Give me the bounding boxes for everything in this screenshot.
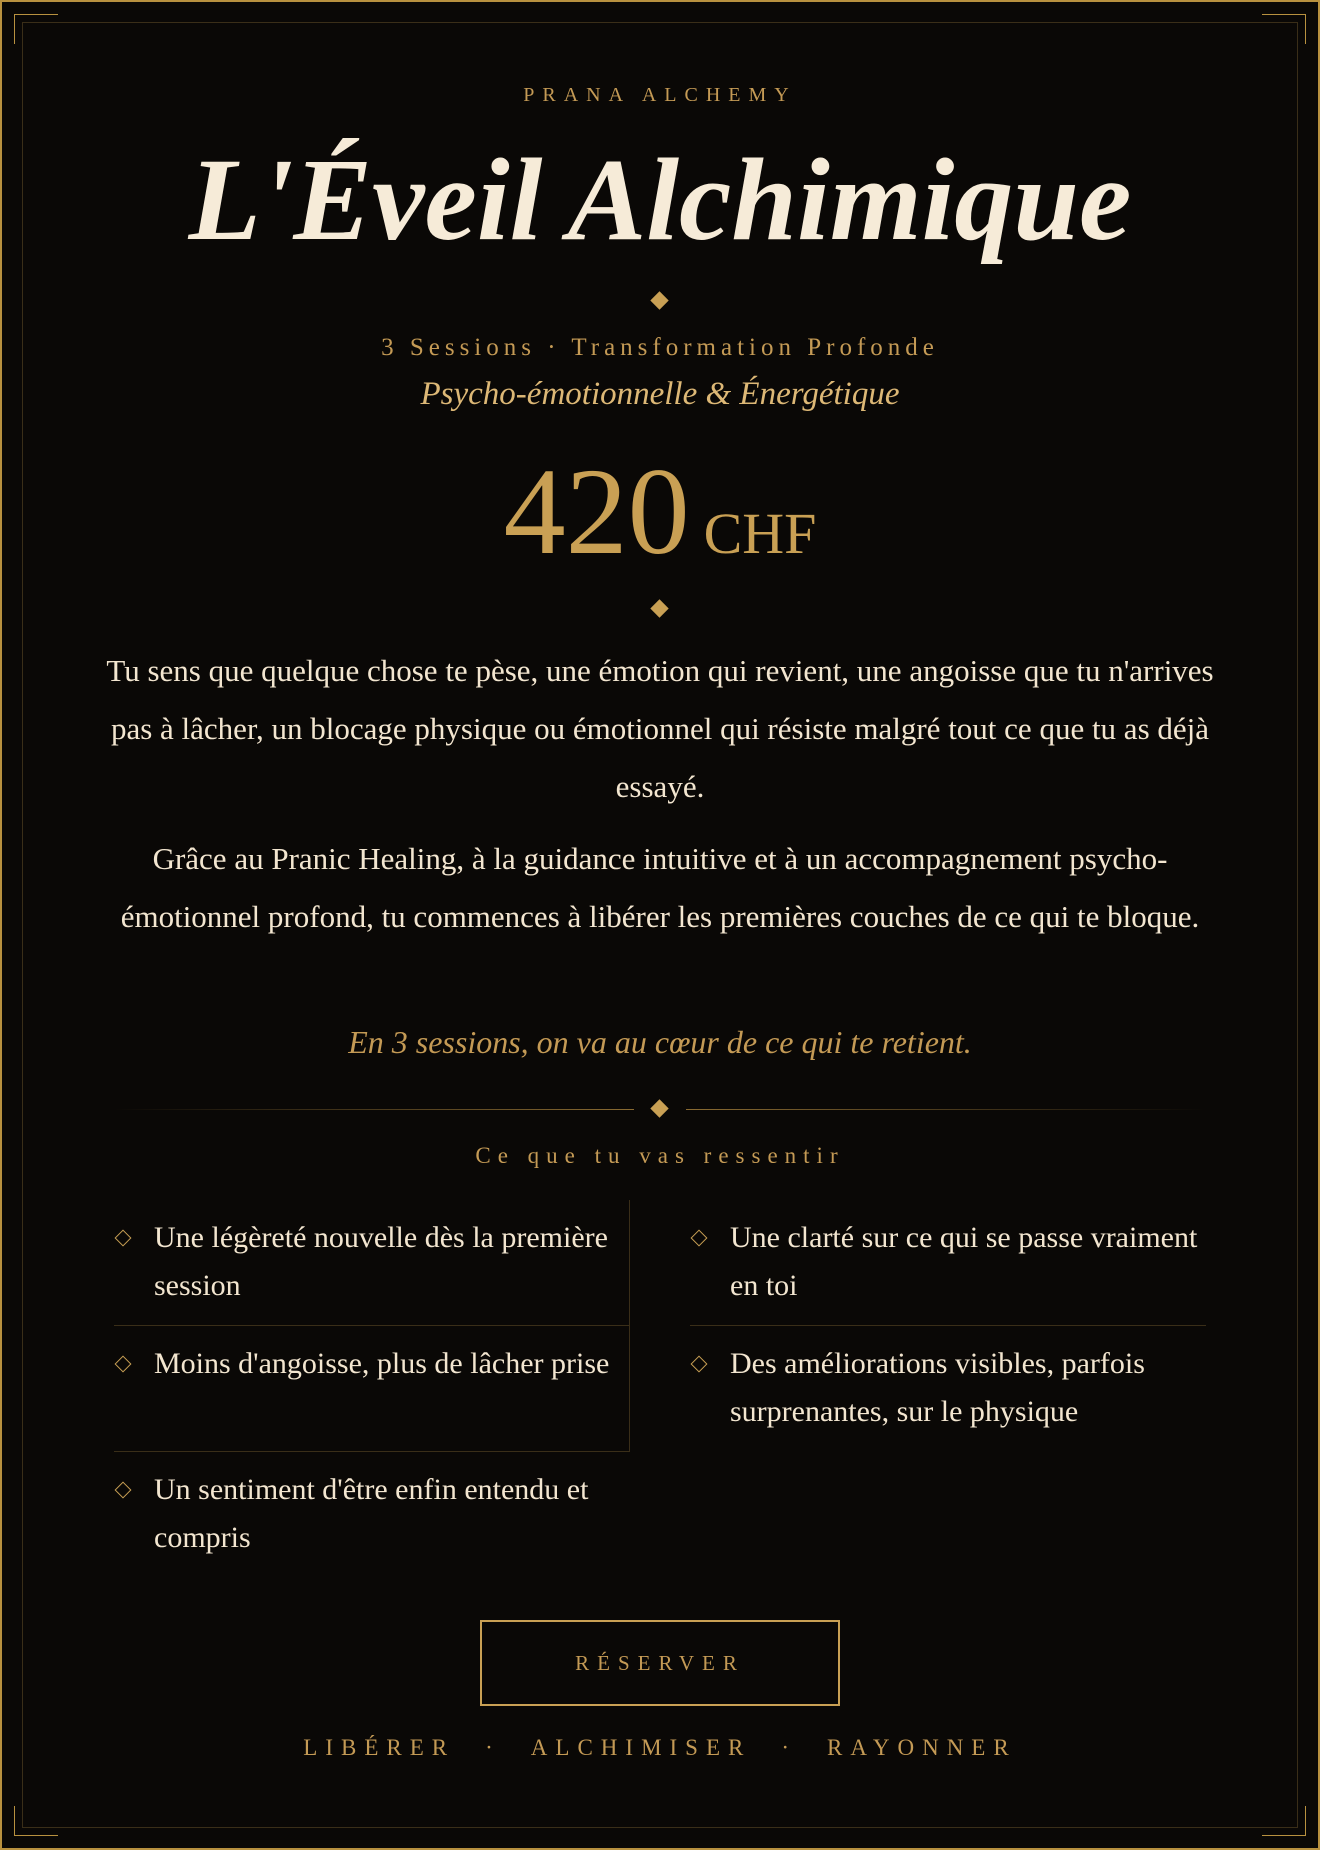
benefit-text: Moins d'angoisse, plus de lâcher prise (154, 1347, 610, 1380)
divider-line-left (114, 1109, 634, 1110)
benefit-item (114, 1200, 629, 1326)
diamond-outline-icon (691, 1230, 708, 1247)
diamond-outline-icon (115, 1482, 132, 1499)
subtitle-sessions: 3 Sessions · Transformation Profonde (381, 334, 939, 361)
benefit-item (690, 1326, 1206, 1452)
footer-motto (0, 1735, 1320, 1761)
benefit-item (690, 1200, 1206, 1326)
benefits-column-left (114, 1200, 630, 1452)
price (0, 443, 1320, 580)
diamond-icon (650, 599, 668, 617)
footer-word-1: LIBÉRER (303, 1735, 456, 1760)
subtitle-focus: Psycho-émotionnelle & Énergétique (420, 376, 900, 412)
diamond-outline-icon (115, 1356, 132, 1373)
benefit-item (114, 1452, 630, 1578)
benefit-text: Une légèreté nouvelle dès la première session (154, 1221, 608, 1302)
benefit-item (114, 1326, 629, 1452)
footer-word-3: RAYONNER (827, 1735, 1017, 1760)
benefit-text: Un sentiment d'être enfin entendu et compris (154, 1473, 589, 1554)
price-amount: 420 (503, 443, 690, 580)
footer-separator: · (781, 1735, 798, 1760)
footer-word-2: ALCHIMISER (530, 1735, 752, 1760)
page-title: L'Éveil Alchimique (188, 134, 1132, 265)
divider-line-right (686, 1109, 1206, 1110)
method-paragraph: Grâce au Pranic Healing, à la guidance intuitive et à un accompagnement psycho-émotionnel profond, tu commences à libérer les premières couches de ce qui te bloque. (120, 841, 1200, 934)
reserve-button[interactable]: RÉSERVER (480, 1620, 840, 1706)
tagline: En 3 sessions, on va au cœur de ce qui te retient. (348, 1024, 972, 1060)
benefits-column-left-extra (114, 1452, 630, 1578)
benefit-text: Des améliorations visibles, parfois surprenantes, sur le physique (730, 1347, 1145, 1428)
benefit-text: Une clarté sur ce qui se passe vraiment en toi (730, 1221, 1198, 1302)
intro-paragraph: Tu sens que quelque chose te pèse, une émotion qui revient, une angoisse que tu n'arrives pas à lâcher, un blocage physique ou émotionnel qui résiste malgré tout ce que tu as déjà essayé. (106, 653, 1214, 804)
diamond-icon (650, 1099, 668, 1117)
brand-name: PRANA ALCHEMY (523, 84, 797, 106)
diamond-icon (650, 291, 668, 309)
price-currency: CHF (703, 501, 817, 566)
benefits-column-right (690, 1200, 1206, 1452)
benefits-title: Ce que tu vas ressentir (475, 1143, 845, 1168)
diamond-outline-icon (691, 1356, 708, 1373)
diamond-outline-icon (115, 1230, 132, 1247)
footer-separator: · (485, 1735, 501, 1760)
